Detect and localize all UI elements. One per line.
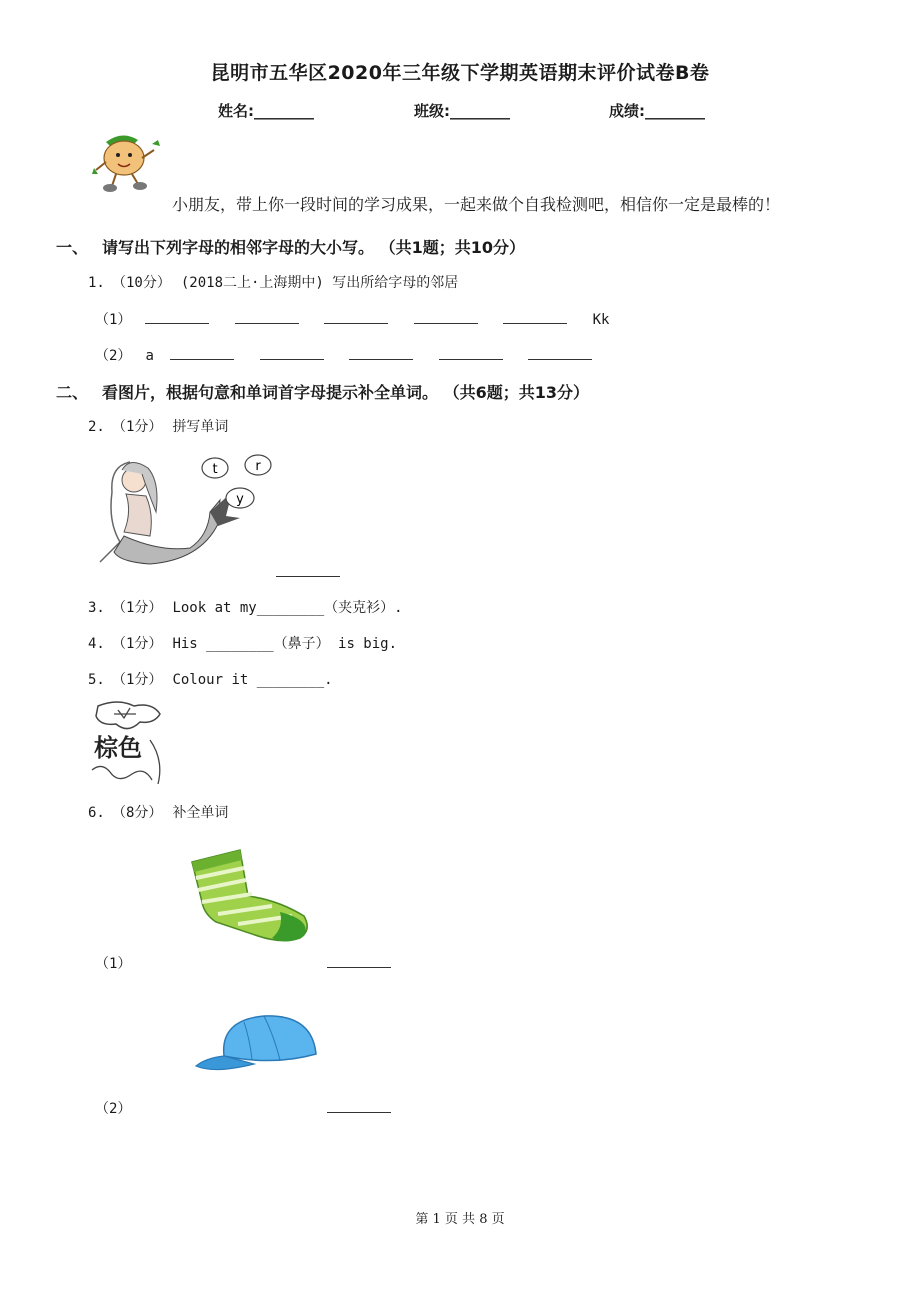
question-5 bbox=[88, 669, 333, 689]
question-points: （1分） bbox=[112, 636, 163, 652]
section-two-heading bbox=[56, 380, 589, 403]
question-points: （10分） bbox=[112, 275, 171, 291]
answer-blank[interactable] bbox=[276, 562, 340, 577]
answer-blank[interactable] bbox=[327, 953, 391, 968]
answer-blank[interactable] bbox=[528, 345, 592, 360]
section-title: 请写出下列字母的相邻字母的大小写。 （共1题；共10分） bbox=[102, 238, 525, 257]
bubble-letter: t bbox=[212, 462, 218, 477]
question-number: 1. bbox=[88, 275, 105, 291]
question-number: 3. bbox=[88, 600, 105, 616]
color-word-illustration bbox=[88, 700, 170, 788]
cap-image bbox=[194, 1012, 324, 1074]
question-3 bbox=[88, 597, 403, 617]
bubble-letter: r bbox=[255, 459, 261, 474]
question-1 bbox=[88, 272, 458, 292]
question-text: Look at my________（夹克衫）. bbox=[172, 600, 403, 616]
name-field-label: 姓名:________ bbox=[218, 102, 314, 120]
mascot-illustration bbox=[92, 128, 172, 196]
answer-blank[interactable] bbox=[170, 345, 234, 360]
intro-text: 小朋友，带上你一段时间的学习成果，一起来做个自我检测吧，相信你一定是最棒的！ bbox=[172, 195, 781, 214]
answer-blank[interactable] bbox=[327, 1098, 391, 1113]
letter-bubble-y bbox=[224, 486, 256, 512]
answer-blank[interactable] bbox=[235, 309, 299, 324]
answer-blank[interactable] bbox=[414, 309, 478, 324]
answer-blank[interactable] bbox=[439, 345, 503, 360]
page-footer: 第 1 页 共 8 页 bbox=[415, 1212, 505, 1227]
question-text: His ________（鼻子） is big. bbox=[172, 636, 398, 652]
answer-blank[interactable] bbox=[324, 309, 388, 324]
letter-bubble-r bbox=[243, 453, 273, 479]
question-1-sub-2 bbox=[95, 345, 609, 365]
question-text: Colour it ________. bbox=[172, 672, 333, 688]
page-title: 昆明市五华区2020年三年级下学期英语期末评价试卷B卷 bbox=[210, 62, 710, 84]
question-points: （1分） bbox=[112, 600, 163, 616]
question-1-sub-1 bbox=[95, 309, 609, 329]
sock-image bbox=[188, 848, 314, 944]
question-number: 6. bbox=[88, 805, 105, 821]
sub-label: （2） bbox=[95, 1101, 132, 1117]
section-title: 看图片，根据句意和单词首字母提示补全单词。 （共6题；共13分） bbox=[102, 383, 589, 402]
section-number: 一、 bbox=[56, 238, 89, 257]
sub-label: （1） bbox=[95, 312, 132, 328]
answer-blank[interactable] bbox=[349, 345, 413, 360]
question-number: 5. bbox=[88, 672, 105, 688]
brown-color-word: 棕色 bbox=[94, 734, 142, 762]
bubble-letter: y bbox=[236, 492, 244, 507]
question-6-sub-1 bbox=[95, 953, 131, 973]
section-number: 二、 bbox=[56, 383, 89, 402]
question-4 bbox=[88, 633, 397, 653]
section-one-heading bbox=[56, 235, 525, 258]
question-text: 补全单词 bbox=[172, 805, 229, 821]
given-letter: Kk bbox=[592, 312, 610, 328]
question-points: （1分） bbox=[112, 672, 163, 688]
question-points: （1分） bbox=[112, 419, 163, 435]
question-points: （8分） bbox=[112, 805, 163, 821]
question-text: (2018二上·上海期中) 写出所给字母的邻居 bbox=[180, 275, 459, 291]
question-number: 4. bbox=[88, 636, 105, 652]
answer-blank[interactable] bbox=[503, 309, 567, 324]
sub-label: （1） bbox=[95, 956, 132, 972]
question-6-sub-2 bbox=[95, 1098, 131, 1118]
sub-label: （2） bbox=[95, 348, 132, 364]
letter-bubble-t bbox=[200, 456, 230, 482]
score-field-label: 成绩:________ bbox=[609, 102, 705, 120]
question-6 bbox=[88, 802, 228, 822]
answer-blank[interactable] bbox=[145, 309, 209, 324]
given-letter: a bbox=[145, 348, 154, 364]
answer-blank[interactable] bbox=[260, 345, 324, 360]
class-field-label: 班级:________ bbox=[414, 102, 510, 120]
question-2 bbox=[88, 416, 228, 436]
question-number: 2. bbox=[88, 419, 105, 435]
question-text: 拼写单词 bbox=[172, 419, 229, 435]
